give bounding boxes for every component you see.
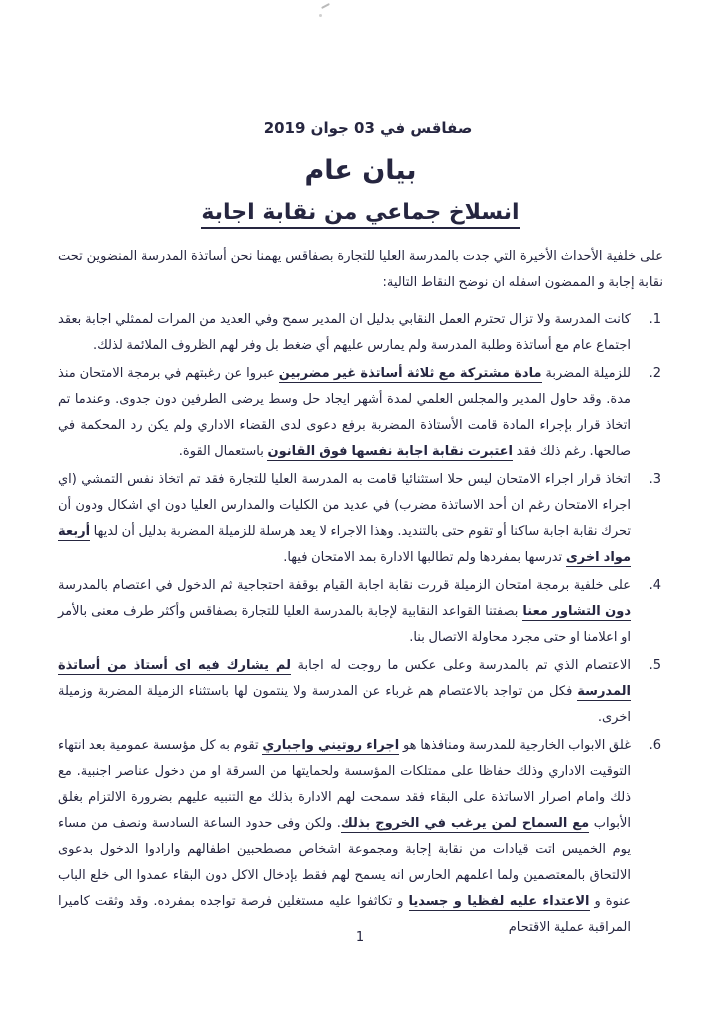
emphasized-run: أربعة مواد اخرى bbox=[58, 524, 631, 565]
item-text bbox=[58, 366, 631, 461]
item-text bbox=[58, 472, 631, 567]
list-item bbox=[58, 573, 663, 651]
text-run: . ولكن وفى حدود الساعة السادسة ونصف من مساء يوم الخميس اتت قيادات من نقابة إجابة ومجموعة اشخاص مصطحبين اطفالهم وارادوا الدخول بدعوى الالتحاق بالمعتصمين ولما اعلمهم الحارس انه يسمح لهم فقط بإدخال الاكل دون البقاء عمدوا الى خلع الباب عنوة و bbox=[58, 816, 632, 909]
list-item bbox=[58, 733, 663, 941]
emphasized-run: اجراء روتيني واجباري bbox=[262, 738, 400, 753]
scan-artifact-mark bbox=[321, 3, 330, 9]
item-number: 4. bbox=[648, 578, 661, 593]
date-line: صفاقس في 03 جوان 2019 bbox=[263, 119, 473, 137]
document-subtitle bbox=[58, 197, 663, 229]
item-number: 3. bbox=[648, 472, 661, 487]
text-run: غلق الابواب الخارجية للمدرسة ومنافذها هو bbox=[399, 738, 631, 753]
item-text bbox=[58, 312, 631, 353]
emphasized-run: دون التشاور معنا bbox=[522, 604, 631, 619]
item-number: 2. bbox=[648, 366, 661, 381]
text-run: فكل من تواجد بالاعتصام هم غرباء عن المدرسة ولا ينتمون لها باستثناء الزميلة المضربة وزميلة اخرى. bbox=[58, 684, 631, 725]
list-item bbox=[58, 361, 663, 465]
text-run: و تكاثفوا عليه مستغلين فرصة تواجده بمفرده. وقد وثقت كاميرا المراقبة عملية الاقتحام bbox=[58, 894, 631, 935]
text-run: الاعتصام الذي تم بالمدرسة وعلى عكس ما روجت له اجابة bbox=[290, 658, 631, 673]
emphasized-run: لم يشارك فيه اى أستاذ من أساتذة المدرسة bbox=[58, 658, 631, 699]
text-run: كانت المدرسة ولا تزال تحترم العمل النقابي بدليل ان المدير سمح وفي العديد من المرات لممثلي اجابة بعقد اجتماع عام مع أساتذة وطلبة المدرسة ولم يمارس عليهم أي ضغط بل وفر لهم الظروف الملائمة لذلك. bbox=[58, 312, 631, 353]
scan-artifact-dot bbox=[319, 14, 322, 17]
emphasized-run: الاعتداء عليه لفظيا و جسديا bbox=[408, 894, 590, 909]
item-text bbox=[58, 738, 631, 935]
text-run: بصفتنا القواعد النقابية لإجابة بالمدرسة العليا للتجارة بصفاقس وأكثر طرف معنى بالأمر او اعلامنا او حتى مجرد محاولة الاتصال بنا. bbox=[58, 604, 631, 645]
page-number: 1 bbox=[355, 930, 365, 945]
text-run: تقوم به كل مؤسسة عمومية بعد انتهاء التوقيت الاداري وذلك حفاظا على ممتلكات المؤسسة ولحمايتها من السرقة او من دخول عناصر اجنبية. مع ذلك وامام اصرار الاساتذة على البقاء فقد سمحت لهم الادارة بذلك مع التنبيه عليهم بضرورة الالتزام بغلق الأبواب bbox=[58, 738, 631, 831]
text-run: للزميلة المضربة bbox=[541, 366, 632, 381]
emphasized-run: اعتبرت نقابة اجابة نفسها فوق القانون bbox=[267, 444, 513, 459]
text-run: تدرسها بمفردها ولم تطالبها الادارة بمد الامتحان فيها. bbox=[283, 550, 566, 565]
item-number: 6. bbox=[648, 738, 661, 753]
numbered-list bbox=[58, 307, 663, 941]
emphasized-run: مادة مشتركة مع ثلاثة أساتذة غير مضربين bbox=[278, 366, 542, 381]
text-run: على خلفية برمجة امتحان الزميلة قررت نقابة اجابة القيام بوقفة احتجاجية ثم الدخول في اعتصام بالمدرسة bbox=[58, 578, 631, 593]
emphasized-run: مع السماح لمن يرغب في الخروج بذلك bbox=[340, 816, 590, 831]
text-run: اتخاذ قرار اجراء الامتحان ليس حلا استثنائيا قامت به المدرسة العليا للتجارة فقد تم اتخاذ نفس التمشي (اي اجراء الامتحان رغم ان أحد الاساتذة مضرب) في عديد من الكليات والمدارس العليا دون اي اشكال ودون أن تحرك نقابة اجابة ساكنا أو تقوم حتى بالتنديد. وهذا الاجراء لا يعد هرسلة للزميلة المضربة بدليل أن لديها bbox=[58, 472, 631, 539]
list-item bbox=[58, 653, 663, 731]
text-run: باستعمال القوة. bbox=[178, 444, 268, 459]
list-item bbox=[58, 467, 663, 571]
item-text bbox=[58, 658, 631, 725]
text-run: عبروا عن رغبتهم في برمجة الامتحان منذ مدة. وقد حاول المدير والمجلس العلمي لمدة أشهر ايجاد حل وسط يرضى الطرفين دون جدوى. وعندما تم اتخاذ قرار بإجراء المادة قامت الأستاذة المضربة برفع دعوى لدى القضاء الاداري ولم يكن رد المحكمة في صالحها. رغم ذلك فقد bbox=[58, 366, 631, 459]
item-number: 1. bbox=[648, 312, 661, 327]
document-title: بيان عام bbox=[304, 155, 417, 186]
intro-paragraph: على خلفية الأحداث الأخيرة التي جدت بالمدرسة العليا للتجارة بصفاقس يهمنا نحن أساتذة المدرسة المنضوين تحت نقابة إجابة و الممضون اسفله ان نوضح النقاط التالية: bbox=[58, 249, 663, 290]
document-subtitle-text: انسلاخ جماعي من نقابة اجابة bbox=[201, 200, 519, 229]
item-number: 5. bbox=[648, 658, 661, 673]
list-item bbox=[58, 307, 663, 359]
item-text bbox=[58, 578, 631, 645]
